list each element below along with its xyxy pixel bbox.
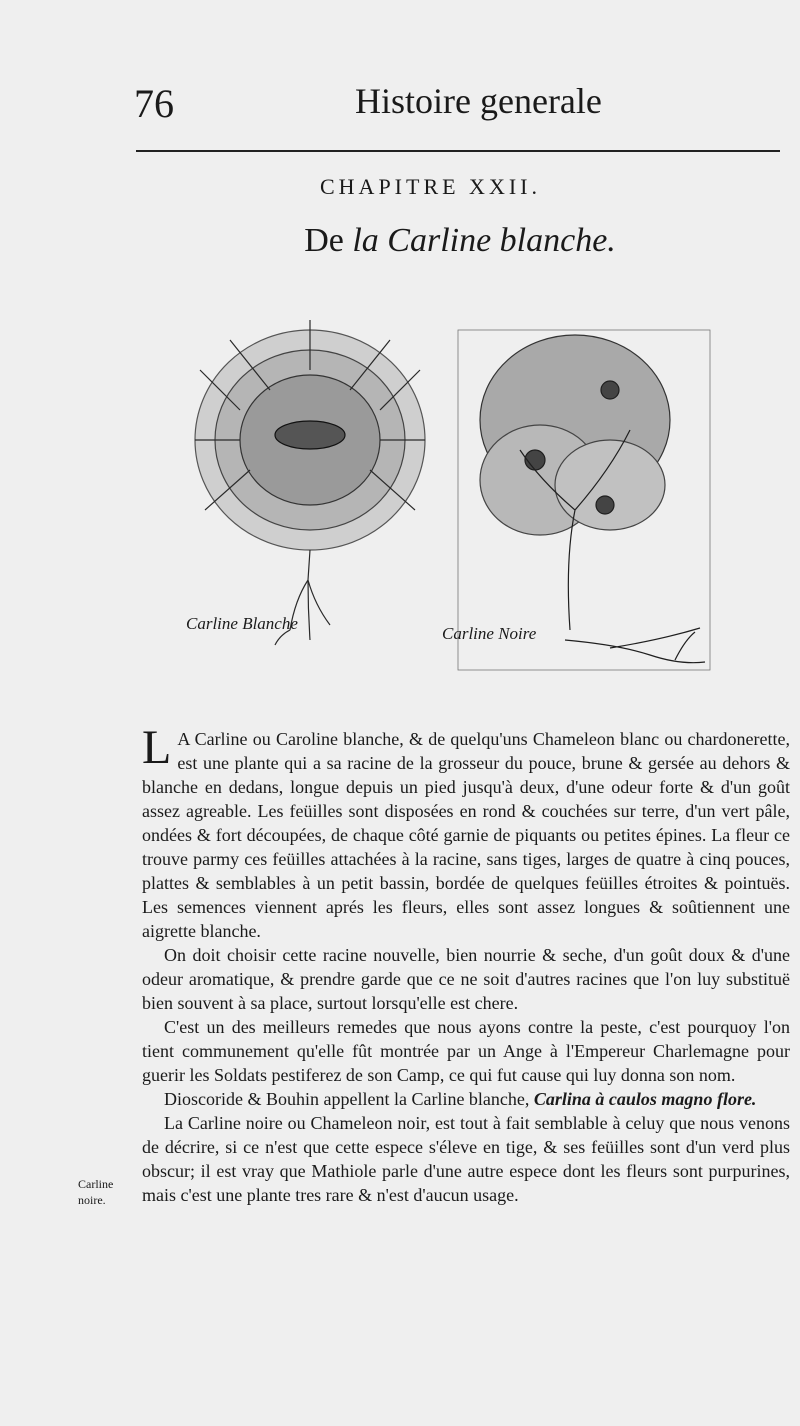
paragraph-carline-noire: La Carline noire ou Chameleon noir, est tout à fait semblable à celuy que nous venons de décrire, si ce n'est que cette espece s'éleve en tige, & ses feüilles sont d'un verd plus obscur; il est vray que Mathiole parle d'une autre espece dont les fleurs sont purpurines, mais c'est une plante tres rare & n'est d'aucun usage. — [142, 1113, 790, 1205]
caption-carline-noire: Carline Noire — [442, 624, 537, 643]
chapter-title — [0, 222, 800, 260]
header-rule — [136, 150, 780, 152]
caption-carline-blanche: Carline Blanche — [186, 614, 298, 633]
paragraph-synonym — [142, 1087, 790, 1111]
paragraph-choice: On doit choisir cette racine nouvelle, bien nourrie & seche, d'un goût doux & d'une odeur aromatique, & prendre garde que ce ne soit d'autres racines que l'on luy substituë bien souvent à sa place, surtout lorsqu'elle est chere. — [142, 945, 790, 1013]
paragraph-remedy: C'est un des meilleurs remedes que nous ayons contre la peste, c'est pourquoy l'on tient communement qu'elle fût montrée par un Ange à l'Empereur Charlemagne pour guerir les Soldats pestiferez de son Camp, ce qui fut cause qui luy donna son nom. — [142, 1017, 790, 1085]
page-number: 76 — [134, 81, 174, 126]
chapter-title-lead: De — [304, 222, 344, 259]
chapter-title-rest: la Carline blanche. — [352, 222, 616, 259]
body-text — [142, 721, 790, 1207]
drop-cap: L — [142, 721, 172, 774]
carline-blanche-illustration — [195, 320, 425, 645]
running-title: Histoire generale — [355, 81, 602, 121]
carline-noire-illustration — [458, 330, 710, 670]
chapter-label: CHAPITRE XXII. — [320, 174, 541, 199]
latin-name: Carlina à caulos magno flore. — [533, 1089, 757, 1109]
paragraph-4-text: Dioscoride & Bouhin appellent la Carline blanche, — [164, 1089, 530, 1109]
paragraph-1-text: A Carline ou Caroline blanche, & de quelqu'uns Chameleon blanc ou chardonerette, est une plante qui a sa racine de la grosseur du pouce, brune & gersée au dehors & blanche en dedans, longue depuis un pied jusqu'à deux, d'une odeur forte & d'un goût assez agreable. Les feüilles sont disposées en rond & couchées sur terre, d'un vert pâle, ondées & fort découpées, de chaque côté garnie de piquants ou petites épines. La fleur ce trouve parmy ces feüilles attachées à la racine, sans tiges, larges de quatre à cinq pouces, plattes & semblables à un petit bassin, bordée de quelques feüilles étroites & pointuës. Les semences viennent aprés les fleurs, elles sont assez longues & soûtiennent une aigrette blanche. — [142, 729, 790, 941]
margin-note-line-1: Carline — [78, 1177, 114, 1191]
paragraph-description — [142, 721, 790, 943]
margin-note-line-2: noire. — [78, 1193, 106, 1207]
margin-note — [78, 1176, 136, 1208]
